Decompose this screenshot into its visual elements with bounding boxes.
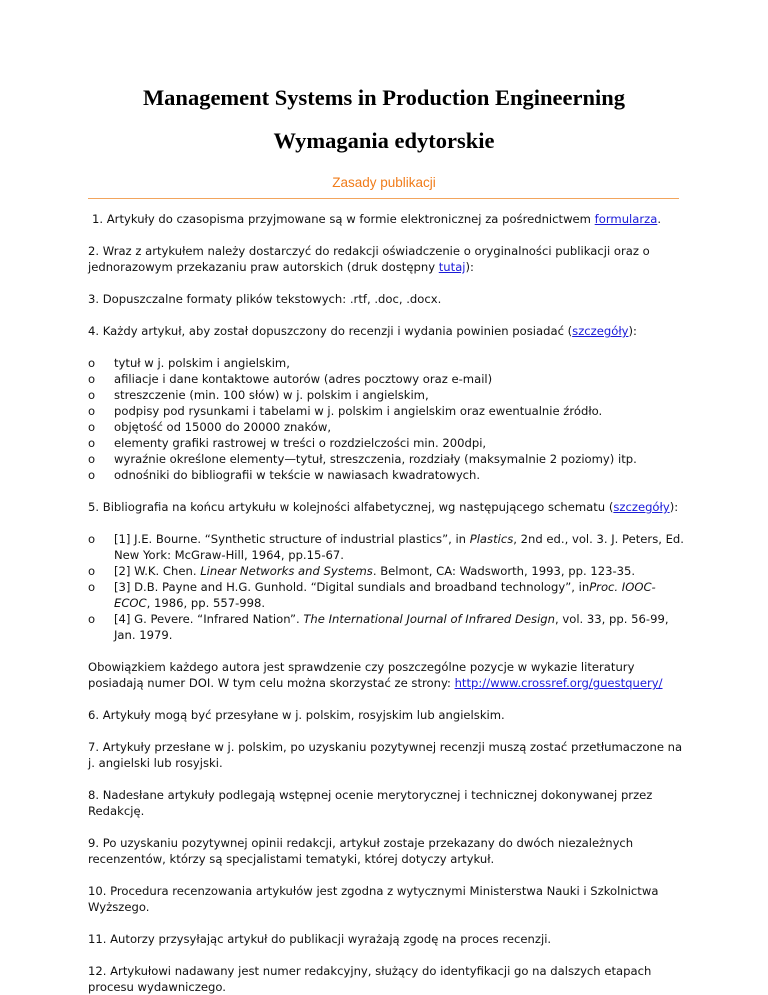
bullet-icon: o bbox=[88, 452, 96, 466]
declaration-link[interactable]: tutaj bbox=[438, 260, 466, 274]
reference-item: o [4] G. Pevere. “Infrared Nation”. The International Journal of Infrared Design, vol. 33, pp. 56-99, Jan. 1979. bbox=[88, 612, 669, 642]
bibliography-details-link[interactable]: szczegóły bbox=[613, 500, 670, 514]
form-link[interactable]: formularza bbox=[594, 212, 658, 226]
bullet-icon: o bbox=[88, 612, 96, 626]
bullet-icon: o bbox=[88, 564, 96, 578]
bullet-icon: o bbox=[88, 356, 96, 370]
rule-11: 11. Autorzy przysyłając artykuł do publikacji wyrażają zgodę na proces recenzji. bbox=[88, 932, 552, 946]
section-divider bbox=[88, 198, 679, 199]
list-item: o wyraźnie określone elementy—tytuł, streszczenia, rozdziały (maksymalnie 2 poziomy) itp. bbox=[88, 452, 637, 466]
page-title: Wymagania edytorskie bbox=[273, 128, 495, 153]
list-item: o odnośniki do bibliografii w tekście w nawiasach kwadratowych. bbox=[88, 468, 481, 482]
bullet-icon: o bbox=[88, 468, 96, 482]
rule-7: 7. Artykuły przesłane w j. polskim, po uzyskaniu pozytywnej recenzji muszą zostać przetłumaczone na j. angielski lub rosyjski. bbox=[88, 740, 683, 770]
list-item: o elementy grafiki rastrowej w treści o rozdzielczości min. 200dpi, bbox=[88, 436, 487, 450]
bullet-icon: o bbox=[88, 436, 96, 450]
rule-10: 10. Procedura recenzowania artykułów jest zgodna z wytycznymi Ministerstwa Nauki i Szkolnictwa Wyższego. bbox=[88, 884, 659, 914]
bullet-icon: o bbox=[88, 420, 96, 434]
section-heading: Zasady publikacji bbox=[332, 175, 436, 190]
rule-5: 5. Bibliografia na końcu artykułu w kolejności alfabetycznej, wg następującego schematu (szczegóły): bbox=[88, 500, 679, 514]
requirements-details-link[interactable]: szczegóły bbox=[572, 324, 629, 338]
rule-1: 1. Artykuły do czasopisma przyjmowane są w formie elektronicznej za pośrednictwem formularza. bbox=[92, 212, 662, 226]
reference-item: o [1] J.E. Bourne. “Synthetic structure of industrial plastics”, in Plastics, 2nd ed., vol. 3. J. Peters, Ed. New York: McGraw-Hill, 1964, pp.15-67. bbox=[88, 532, 684, 562]
reference-item: o [3] D.B. Payne and H.G. Gunhold. “Digital sundials and broadband technology”, inProc. IOOC-ECOC, 1986, pp. 557-998. bbox=[88, 580, 656, 610]
list-item: o streszczenie (min. 100 słów) w j. polskim i angielskim, bbox=[88, 388, 429, 402]
bullet-icon: o bbox=[88, 532, 96, 546]
reference-item: o [2] W.K. Chen. Linear Networks and Systems. Belmont, CA: Wadsworth, 1993, pp. 123-35. bbox=[88, 564, 636, 578]
bullet-icon: o bbox=[88, 388, 96, 402]
rule-9: 9. Po uzyskaniu pozytywnej opinii redakcji, artykuł zostaje przekazany do dwóch niezależnych recenzentów, którzy są specjalistami tematyki, której dotyczy artykuł. bbox=[88, 836, 634, 866]
bullet-icon: o bbox=[88, 580, 96, 594]
list-item: o afiliacje i dane kontaktowe autorów (adres pocztowy oraz e-mail) bbox=[88, 372, 493, 386]
bibliography-examples bbox=[88, 531, 684, 643]
rule-3: 3. Dopuszczalne formaty plików tekstowych: .rtf, .doc, .docx. bbox=[88, 292, 442, 306]
rule-12: 12. Artykułowi nadawany jest numer redakcyjny, służący do identyfikacji go na dalszych etapach procesu wydawniczego. bbox=[88, 964, 652, 994]
list-item: o podpisy pod rysunkami i tabelami w j. polskim i angielskim oraz ewentualnie źródło. bbox=[88, 404, 603, 418]
rule-8: 8. Nadesłane artykuły podlegają wstępnej ocenie merytorycznej i technicznej dokonywanej przez Redakcję. bbox=[88, 788, 653, 818]
crossref-link[interactable]: http://www.crossref.org/guestquery/ bbox=[454, 676, 663, 690]
rule-6: 6. Artykuły mogą być przesyłane w j. polskim, rosyjskim lub angielskim. bbox=[88, 708, 505, 722]
rules-content bbox=[88, 205, 684, 995]
rule-2: 2. Wraz z artykułem należy dostarczyć do redakcji oświadczenie o oryginalności publikacji oraz o jednorazowym przekazaniu praw autorskich (druk dostępny tutaj): bbox=[88, 244, 650, 274]
list-item: o tytuł w j. polskim i angielskim, bbox=[88, 356, 290, 370]
bullet-icon: o bbox=[88, 404, 96, 418]
doi-note: Obowiązkiem każdego autora jest sprawdzenie czy poszczególne pozycje w wykazie literatury posiadają numer DOI. W tym celu można skorzystać ze strony: http://www.crossref.org/guestquery/ bbox=[88, 660, 663, 690]
bullet-icon: o bbox=[88, 372, 96, 386]
rule-4: 4. Każdy artykuł, aby został dopuszczony do recenzji i wydania powinien posiadać (szczegóły): bbox=[88, 324, 637, 338]
list-item: o objętość od 15000 do 20000 znaków, bbox=[88, 420, 332, 434]
requirements-list bbox=[88, 355, 684, 483]
journal-title: Management Systems in Production Engineerning bbox=[142, 85, 626, 110]
